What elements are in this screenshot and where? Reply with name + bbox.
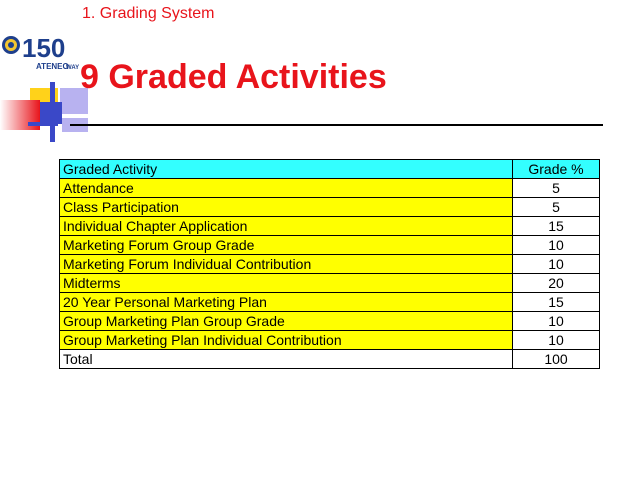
- deco-blue-horizontal-bar: [28, 122, 58, 126]
- activity-name: Class Participation: [60, 198, 513, 217]
- deco-blue-vertical-bar: [50, 82, 55, 142]
- table-header-row: [60, 160, 600, 179]
- table-row: [60, 179, 600, 198]
- total-label: Total: [60, 350, 513, 369]
- activity-grade: 10: [513, 255, 600, 274]
- table-row: [60, 255, 600, 274]
- activity-name: Marketing Forum Group Grade: [60, 236, 513, 255]
- logo-brand: ATENEO: [36, 62, 69, 71]
- activity-grade: 10: [513, 236, 600, 255]
- activity-name: 20 Year Personal Marketing Plan: [60, 293, 513, 312]
- table-total-row: [60, 350, 600, 369]
- header-grade-percent: Grade %: [513, 160, 600, 179]
- table-row: [60, 293, 600, 312]
- activity-name: Group Marketing Plan Group Grade: [60, 312, 513, 331]
- title-underline: [70, 124, 603, 126]
- total-value: 100: [513, 350, 600, 369]
- activity-grade: 20: [513, 274, 600, 293]
- activity-grade: 10: [513, 312, 600, 331]
- ateneo-150-logo: [0, 30, 80, 78]
- activity-name: Group Marketing Plan Individual Contribution: [60, 331, 513, 350]
- table-row: [60, 236, 600, 255]
- activity-grade: 5: [513, 198, 600, 217]
- section-label: 1. Grading System: [82, 5, 215, 22]
- logo-tagline: WAY: [66, 65, 80, 71]
- table-row: [60, 312, 600, 331]
- activity-name: Marketing Forum Individual Contribution: [60, 255, 513, 274]
- activity-name: Individual Chapter Application: [60, 217, 513, 236]
- logo-number: 150: [22, 33, 66, 63]
- table-row: [60, 331, 600, 350]
- graded-activities-table: [59, 159, 600, 369]
- activity-grade: 10: [513, 331, 600, 350]
- table-row: [60, 274, 600, 293]
- activity-name: Attendance: [60, 179, 513, 198]
- activity-grade: 15: [513, 293, 600, 312]
- activity-name: Midterms: [60, 274, 513, 293]
- table-row: [60, 217, 600, 236]
- table-row: [60, 198, 600, 217]
- activity-grade: 15: [513, 217, 600, 236]
- header-graded-activity: Graded Activity: [60, 160, 513, 179]
- activity-grade: 5: [513, 179, 600, 198]
- slide-title: 9 Graded Activities: [80, 58, 387, 96]
